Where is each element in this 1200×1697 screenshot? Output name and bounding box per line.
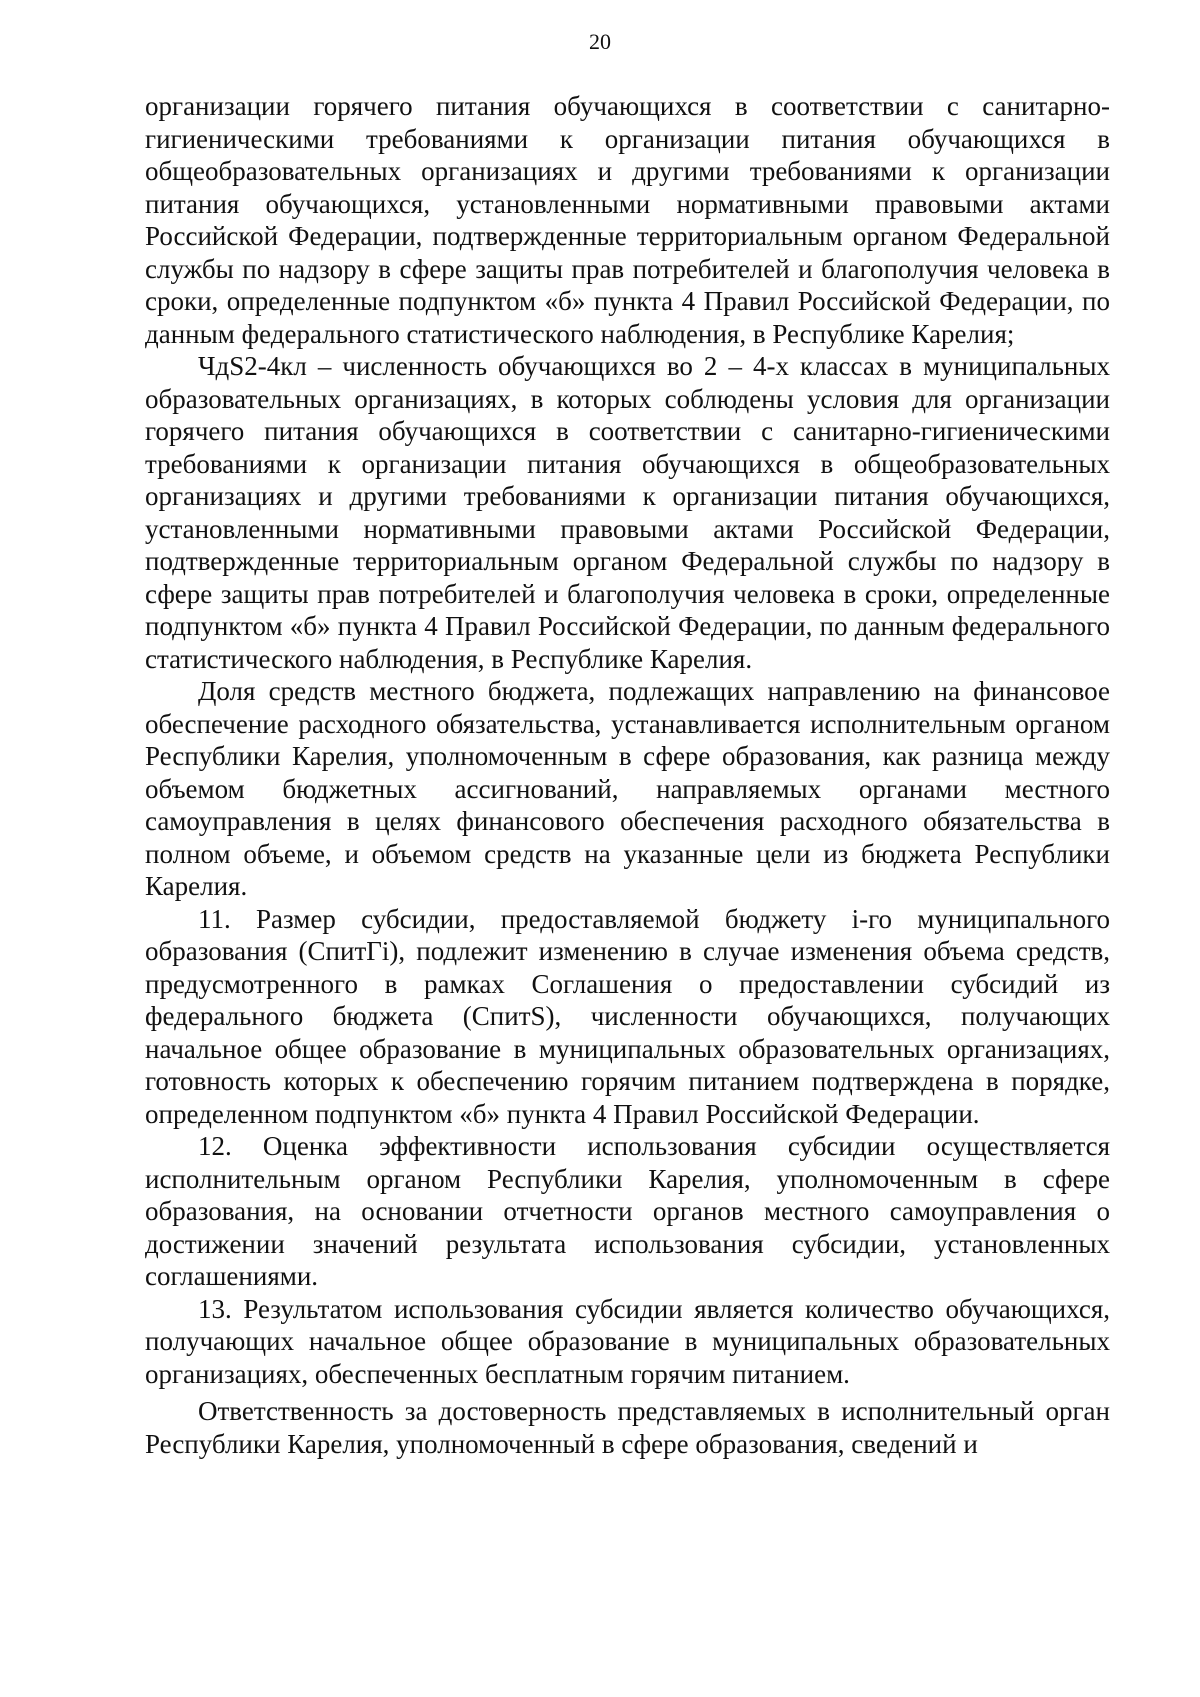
page-number: 20 xyxy=(589,29,611,54)
paragraph-item-12: 12. Оценка эффективности использования субсидии осуществляется исполнительным органом Республики Карелия, уполномоченным в сфере образования, на основании отчетности органов местного самоуправления о достижении значений результата использования субсидии, установленных соглашениями. xyxy=(145,1131,1110,1291)
paragraph-item-11: 11. Размер субсидии, предоставляемой бюджету i-го муниципального образования (СпитГi), подлежит изменению в случае изменения объема средств, предусмотренного в рамках Соглашения о предоставлении субсидий из федерального бюджета (СпитS), численности обучающихся, получающих начальное общее образование в муниципальных образовательных организациях, готовность которых к обеспечению горячим питанием подтверждена в порядке, определенном подпунктом «б» пункта 4 Правил Российской Федерации. xyxy=(145,903,1110,1129)
document-body xyxy=(145,90,1110,1460)
paragraph-responsibility: Ответственность за достоверность представляемых в исполнительный орган Республики Карелия, уполномоченный в сфере образования, сведений и xyxy=(145,1396,1110,1459)
paragraph-chds-definition: ЧдS2-4кл – численность обучающихся во 2 – 4-х классах в муниципальных образовательных организациях, в которых соблюдены условия для организации горячего питания обучающихся в соответствии с санитарно-гигиеническими требованиями к организации питания обучающихся в общеобразовательных организациях и другими требованиями к организации питания обучающихся, установленными нормативными правовыми актами Российской Федерации, подтвержденные территориальным органом Федеральной службы по надзору в сфере защиты прав потребителей и благополучия человека в сроки, определенные подпунктом «б» пункта 4 Правил Российской Федерации, по данным федерального статистического наблюдения, в Республике Карелия. xyxy=(145,351,1110,674)
paragraph-local-budget-share: Доля средств местного бюджета, подлежащих направлению на финансовое обеспечение расходного обязательства, устанавливается исполнительным органом Республики Карелия, уполномоченным в сфере образования, как разница между объемом бюджетных ассигнований, направляемых органами местного самоуправления в целях финансового обеспечения расходного обязательства в полном объеме, и объемом средств на указанные цели из бюджета Республики Карелия. xyxy=(145,676,1110,901)
paragraph-continuation: организации горячего питания обучающихся в соответствии с санитарно-гигиеническими требованиями к организации питания обучающихся в общеобразовательных организациях и другими требованиями к организации питания обучающихся, установленными нормативными правовыми актами Российской Федерации, подтвержденные территориальным органом Федеральной службы по надзору в сфере защиты прав потребителей и благополучия человека в сроки, определенные подпунктом «б» пункта 4 Правил Российской Федерации, по данным федерального статистического наблюдения, в Республике Карелия; xyxy=(145,91,1110,349)
paragraph-item-13: 13. Результатом использования субсидии является количество обучающихся, получающих начальное общее образование в муниципальных образовательных организациях, обеспеченных бесплатным горячим питанием. xyxy=(145,1293,1110,1389)
